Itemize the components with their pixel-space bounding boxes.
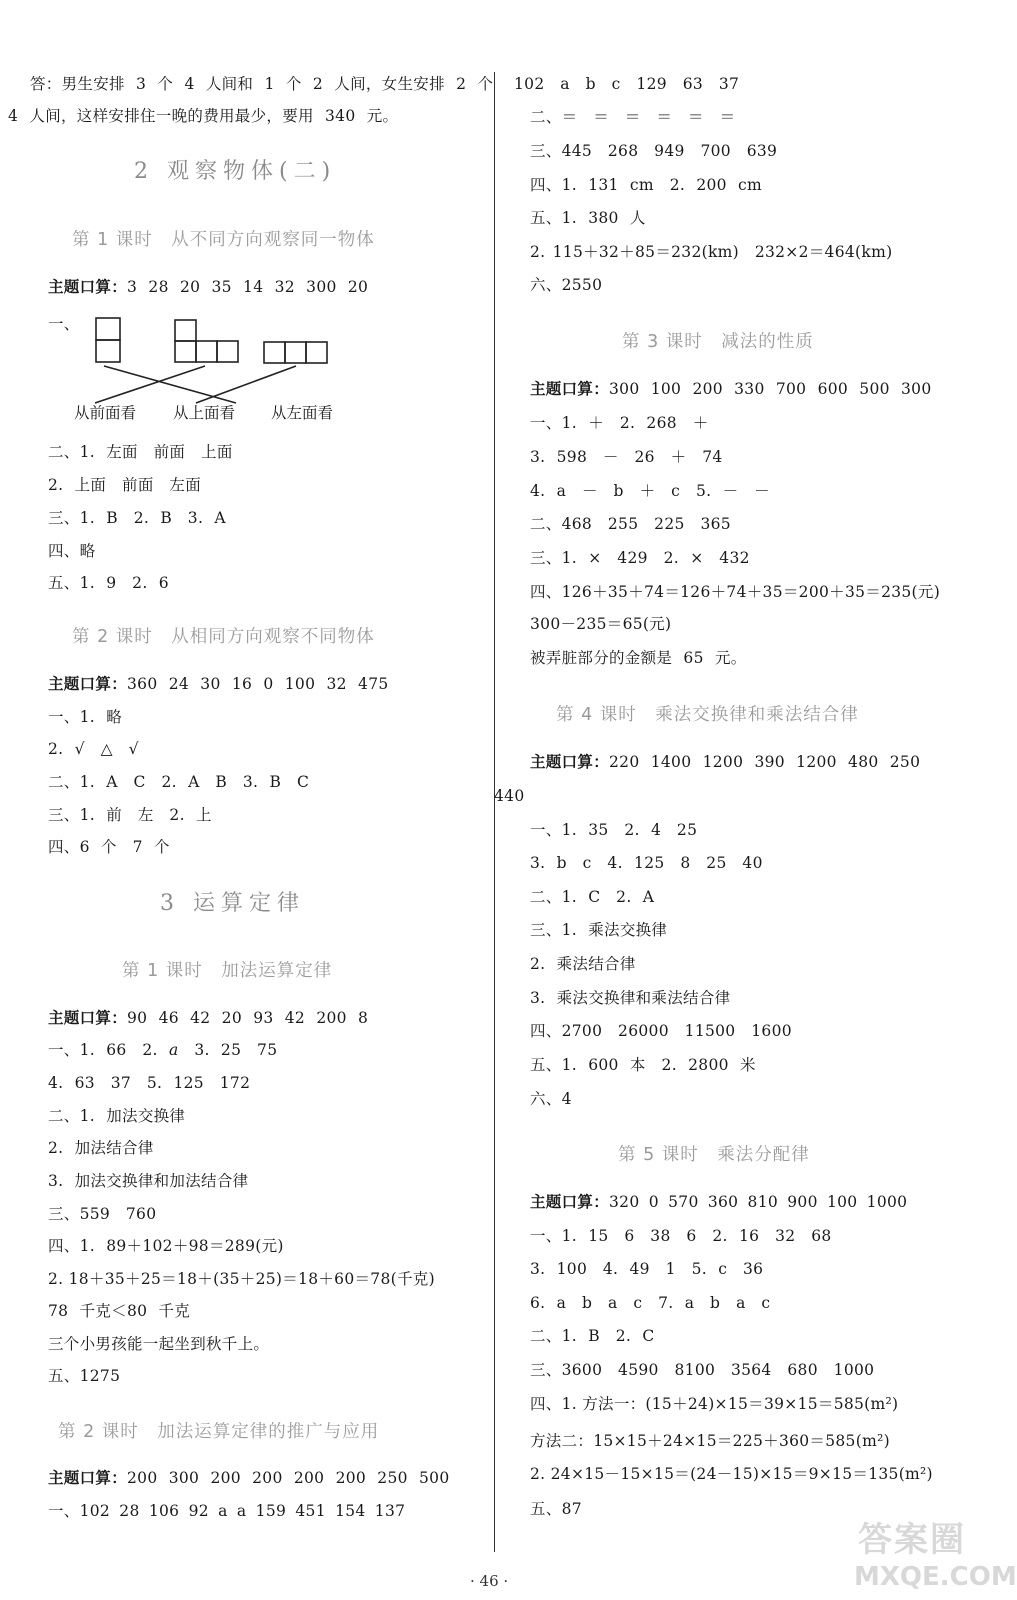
answer-row: 三、1. 乘法交换律: [530, 921, 668, 939]
watermark-cn-text: 答案圈: [858, 1520, 966, 1560]
answer-row: 3. b c 4. 125 8 25 40: [530, 854, 763, 872]
oral-calc-values: 90 46 42 20 93 42 200 8: [127, 1009, 369, 1027]
answer-row: 2. 18＋35＋25＝18＋(35＋25)＝18＋60＝78(千克): [48, 1270, 435, 1288]
answer-row: 三、1. × 429 2. × 432: [530, 549, 750, 567]
oral-calc-4: [48, 1468, 449, 1488]
shape-top-low-3: [217, 341, 238, 362]
answer-row: 一、1. 35 2. 4 25: [530, 821, 698, 839]
answer-row: 三、1. B 2. B 3. A: [48, 509, 226, 527]
answer-row: 二、468 255 225 365: [530, 515, 731, 533]
fig-label-top: 从上面看: [173, 404, 236, 422]
watermark-en-text: MXQE.COM: [854, 1562, 1017, 1592]
answer-row: 4. a － b ＋ c 5. － －: [530, 482, 770, 500]
answer-row: 3. 598 － 26 ＋ 74: [530, 448, 723, 466]
oral-calc-3: [48, 1008, 368, 1028]
answer-row: 2. √ △ √: [48, 740, 139, 758]
answer-row: 五、1. 9 2. 6: [48, 574, 169, 592]
oral-calc-values: 360 24 30 16 0 100 32 475: [127, 675, 389, 693]
answer-row: 3. 乘法交换律和乘法结合律: [530, 989, 731, 1007]
shape-left-1: [264, 342, 285, 363]
watermark-logo: [846, 1510, 1017, 1600]
fig-label-left: 从左面看: [271, 404, 334, 422]
answer-row: 五、87: [530, 1500, 582, 1518]
answer-row: 78 千克＜80 千克: [48, 1302, 191, 1320]
answer-row: [48, 1040, 277, 1060]
answer-part: 一、1. 66 2.: [48, 1041, 169, 1059]
answer-row: 四、1. 方法一：(15＋24)×15＝39×15＝585(m²): [530, 1395, 899, 1413]
oral-calc-wrap: 440: [494, 787, 525, 805]
match-line-1: [104, 366, 236, 403]
answer-part: 3. 25 75: [178, 1041, 278, 1059]
answer-row: 一、102 28 106 92 a a 159 451 154 137: [48, 1502, 406, 1520]
answer-row: 三个小男孩能一起坐到秋千上。: [48, 1335, 270, 1353]
oral-calc-label: 主题口算：: [48, 674, 128, 693]
oral-calc-label: 主题口算：: [48, 1468, 128, 1487]
answer-row: 二、1. A C 2. A B 3. B C: [48, 773, 310, 791]
chapter-2-title: 2 观察物体(二): [134, 159, 337, 184]
answer-row: 一、1. 略: [48, 708, 123, 726]
shape-left-2: [285, 342, 306, 363]
answer-row: 一、1. ＋ 2. 268 ＋: [530, 414, 709, 432]
oral-calc-5: [530, 379, 931, 399]
answer-row: 二、1. 左面 前面 上面: [48, 443, 233, 461]
lesson-title-7: 第 5 课时 乘法分配律: [618, 1145, 810, 1165]
answer-row: 四、6 个 7 个: [48, 838, 170, 856]
answer-row: 六、4: [530, 1090, 572, 1108]
oral-calc-label: 主题口算：: [530, 1192, 610, 1211]
oral-calc-values: 3 28 20 35 14 32 300 20: [127, 278, 369, 296]
answer-row: 4. 63 37 5. 125 172: [48, 1074, 251, 1092]
answer-row: 四、126＋35＋74＝126＋74＋35＝200＋35＝235(元): [530, 583, 941, 601]
answer-row: 2. 乘法结合律: [530, 955, 636, 973]
answer-row: 三、559 760: [48, 1205, 157, 1223]
answer-row: 102 a b c 129 63 37: [514, 75, 740, 93]
answer-row: 2. 加法结合律: [48, 1139, 154, 1157]
lesson-title-1: 第 1 课时 从不同方向观察同一物体: [72, 230, 375, 250]
oral-calc-values: 320 0 570 360 810 900 100 1000: [609, 1193, 908, 1211]
answer-row: 五、1. 380 人: [530, 209, 646, 227]
question-1-label: 一、: [48, 315, 80, 333]
oral-calc-label: 主题口算：: [530, 379, 610, 398]
answer-row: 3. 100 4. 49 1 5. c 36: [530, 1260, 764, 1278]
shape-front-top: [96, 318, 120, 340]
oral-calc-values: 200 300 200 200 200 200 250 500: [127, 1469, 450, 1487]
answer-row: 二、1. 加法交换律: [48, 1107, 186, 1125]
oral-calc-7: [530, 1192, 907, 1212]
lesson-title-3: 第 1 课时 加法运算定律: [122, 961, 333, 981]
oral-calc-6: [530, 752, 920, 772]
lesson-title-6: 第 4 课时 乘法交换律和乘法结合律: [556, 705, 859, 725]
fig-label-front: 从前面看: [74, 404, 137, 422]
answer-variable: a: [168, 1041, 179, 1059]
match-line-3: [196, 366, 296, 403]
answer-row: 五、1. 600 本 2. 2800 米: [530, 1056, 756, 1074]
oral-calc-2: [48, 674, 389, 694]
lesson-title-2: 第 2 课时 从相同方向观察不同物体: [72, 627, 375, 647]
answer-row: 六、2550: [530, 276, 603, 294]
chapter-3-title: 3 运算定律: [160, 891, 305, 916]
lesson-title-4: 第 2 课时 加法运算定律的推广与应用: [58, 1422, 380, 1442]
oral-calc-label: 主题口算：: [48, 277, 128, 296]
shape-front-bottom: [96, 340, 120, 362]
page-number: · 46 ·: [470, 1572, 509, 1590]
answer-row: 三、3600 4590 8100 3564 680 1000: [530, 1361, 875, 1379]
answer-row: 三、1. 前 左 2. 上: [48, 806, 212, 824]
answer-row: 二、＝ ＝ ＝ ＝ ＝ ＝: [530, 108, 736, 126]
oral-calc-label: 主题口算：: [48, 1008, 128, 1027]
oral-calc-values: 220 1400 1200 390 1200 480 250: [609, 753, 921, 771]
answer-row: 3. 加法交换律和加法结合律: [48, 1172, 249, 1190]
answer-row: 四、2700 26000 11500 1600: [530, 1022, 792, 1040]
shape-left-3: [306, 342, 327, 363]
oral-calc-label: 主题口算：: [530, 752, 610, 771]
answer-row: 三、445 268 949 700 639: [530, 142, 778, 160]
answer-row: 二、1. C 2. A: [530, 888, 655, 906]
answer-row: 2. 24×15－15×15＝(24－15)×15＝9×15＝135(m²): [530, 1465, 933, 1483]
answer-row: 2. 115＋32＋85＝232(km) 232×2＝464(km): [530, 243, 893, 261]
view-matching-diagram: [0, 0, 496, 430]
answer-line-2: 4 人间，这样安排住一晚的费用最少，要用 340 元。: [8, 107, 399, 125]
answer-row: 6. a b a c 7. a b a c: [530, 1294, 771, 1312]
shape-top-low-2: [196, 341, 217, 362]
answer-row: 二、1. B 2. C: [530, 1327, 655, 1345]
shape-top-upper: [175, 320, 196, 341]
shape-top-low-1: [175, 341, 196, 362]
answer-row: 一、1. 15 6 38 6 2. 16 32 68: [530, 1227, 832, 1245]
answer-line-1: 答：男生安排 3 个 4 人间和 1 个 2 人间，女生安排 2 个: [30, 75, 494, 93]
oral-calc-values: 300 100 200 330 700 600 500 300: [609, 380, 932, 398]
answer-row: 四、1. 131 cm 2. 200 cm: [530, 176, 763, 194]
answer-row: 四、1. 89＋102＋98＝289(元): [48, 1237, 284, 1255]
answer-row: 方法二：15×15＋24×15＝225＋360＝585(m²): [530, 1432, 890, 1450]
match-line-2: [95, 366, 205, 403]
answer-row: 四、略: [48, 542, 96, 560]
answer-row: 300－235＝65(元): [530, 615, 672, 633]
answer-row: 2. 上面 前面 左面: [48, 476, 202, 494]
lesson-title-5: 第 3 课时 减法的性质: [622, 332, 814, 352]
answer-row: 五、1275: [48, 1367, 121, 1385]
answer-row: 被弄脏部分的金额是 65 元。: [530, 649, 747, 667]
